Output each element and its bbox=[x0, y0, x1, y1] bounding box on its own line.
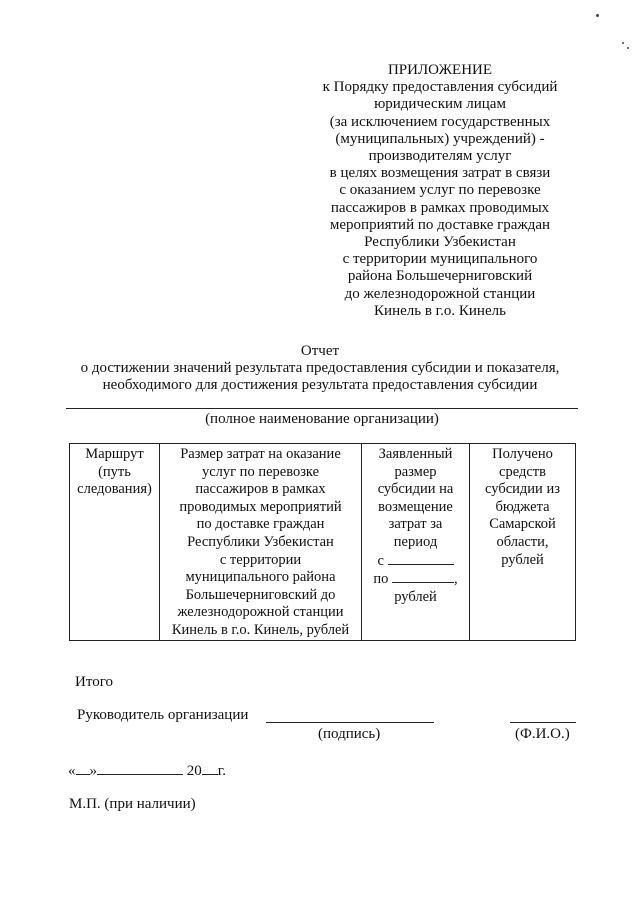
period-from-label: с bbox=[377, 552, 384, 569]
cell-text: с территории bbox=[219, 551, 302, 568]
month-field bbox=[97, 762, 183, 775]
report-title: Отчет bbox=[300, 343, 340, 359]
appendix-line: с оказанием услуг по перевозке bbox=[339, 182, 541, 199]
column-costs bbox=[160, 444, 362, 641]
appendix-line: юридическим лицам bbox=[374, 96, 506, 113]
cell-text: субсидии на bbox=[377, 481, 454, 498]
cell-text: Большечерниговский до bbox=[185, 586, 336, 603]
appendix-line: с территории муниципального bbox=[342, 251, 538, 268]
year-prefix: 20 bbox=[186, 763, 202, 779]
period-from-row bbox=[364, 552, 467, 571]
appendix-title: ПРИЛОЖЕНИЕ bbox=[387, 62, 493, 78]
scan-speck bbox=[622, 42, 624, 44]
total-label: Итого bbox=[75, 674, 113, 690]
cell-text: следования) bbox=[77, 481, 152, 498]
organization-name-caption: (полное наименование организации) bbox=[205, 411, 439, 427]
scan-speck bbox=[627, 47, 629, 49]
cell-text: Самарской bbox=[489, 516, 556, 533]
cell-text: по доставке граждан bbox=[196, 516, 325, 533]
column-route bbox=[70, 444, 160, 641]
signature-line bbox=[266, 722, 434, 723]
cell-text: железнодорожной станции bbox=[177, 604, 344, 621]
fio-line bbox=[510, 722, 576, 723]
year-field bbox=[202, 762, 218, 775]
date-quote-open: « bbox=[68, 763, 76, 779]
organization-name-line bbox=[66, 408, 578, 409]
cell-text: бюджета bbox=[495, 498, 550, 515]
cell-text: Размер затрат на оказание bbox=[180, 446, 341, 462]
column-received-funds bbox=[470, 444, 576, 641]
cell-text: проводимых мероприятий bbox=[179, 498, 342, 515]
appendix-line: в целях возмещения затрат в связи bbox=[329, 165, 551, 182]
cell-text: муниципального района bbox=[185, 569, 336, 586]
cell-text: период bbox=[393, 533, 438, 550]
period-from-field bbox=[388, 552, 454, 565]
cell-text: Кинель в г.о. Кинель, рублей bbox=[171, 621, 350, 638]
report-subtitle-line: о достижении значений результата предоставления субсидии и показателя, bbox=[80, 360, 560, 376]
cell-text: возмещение bbox=[378, 498, 453, 515]
table-row bbox=[70, 444, 576, 641]
cell-text: Получено bbox=[492, 446, 553, 462]
cell-text: рублей bbox=[394, 588, 437, 605]
appendix-line: (муниципальных) учреждений) - bbox=[335, 130, 545, 147]
appendix-line: Республики Узбекистан bbox=[364, 234, 516, 251]
year-suffix: г. bbox=[217, 763, 226, 779]
seal-label: М.П. (при наличии) bbox=[69, 796, 196, 812]
appendix-line: производителям услуг bbox=[368, 148, 512, 165]
head-of-organization-label: Руководитель организации bbox=[77, 707, 249, 723]
cell-text: области, bbox=[496, 533, 549, 550]
appendix-line: (за исключением государственных bbox=[329, 113, 551, 130]
report-title-block bbox=[40, 343, 600, 394]
cell-text: Республики Узбекистан bbox=[187, 533, 334, 550]
day-field bbox=[76, 762, 90, 775]
period-to-field bbox=[392, 570, 454, 583]
signature-caption: (подпись) bbox=[318, 726, 381, 742]
cell-text: средств bbox=[499, 463, 546, 480]
report-table bbox=[69, 443, 576, 641]
appendix-line: до железнодорожной станции bbox=[344, 285, 536, 302]
fio-caption: (Ф.И.О.) bbox=[515, 726, 570, 742]
period-to-label: по bbox=[373, 571, 389, 588]
report-subtitle-line: необходимого для достижения результата предоставления субсидии bbox=[102, 377, 538, 393]
cell-text: Маршрут bbox=[85, 446, 144, 462]
cell-text: Заявленный bbox=[378, 446, 453, 462]
appendix-line: района Большечерниговский bbox=[347, 268, 533, 285]
cell-text: рублей bbox=[501, 551, 544, 568]
cell-text: затрат за bbox=[388, 516, 443, 533]
cell-text: субсидии из bbox=[485, 481, 560, 498]
column-declared-subsidy bbox=[362, 444, 470, 641]
cell-text: пассажиров в рамках bbox=[195, 481, 326, 498]
period-to-suffix: , bbox=[454, 571, 458, 588]
scan-speck bbox=[596, 14, 599, 17]
appendix-line: Кинель в г.о. Кинель bbox=[374, 302, 506, 319]
date-quote-close: » bbox=[89, 763, 97, 779]
appendix-line: пассажиров в рамках проводимых bbox=[330, 199, 550, 216]
cell-text: размер bbox=[394, 463, 437, 480]
appendix-line: мероприятий по доставке граждан bbox=[329, 216, 551, 233]
appendix-line: к Порядку предоставления субсидий bbox=[322, 79, 558, 96]
appendix-block bbox=[300, 62, 580, 320]
cell-text: (путь bbox=[98, 463, 131, 480]
cell-text: услуг по перевозке bbox=[201, 463, 320, 480]
period-to-row bbox=[364, 570, 467, 589]
date-row bbox=[68, 762, 226, 780]
